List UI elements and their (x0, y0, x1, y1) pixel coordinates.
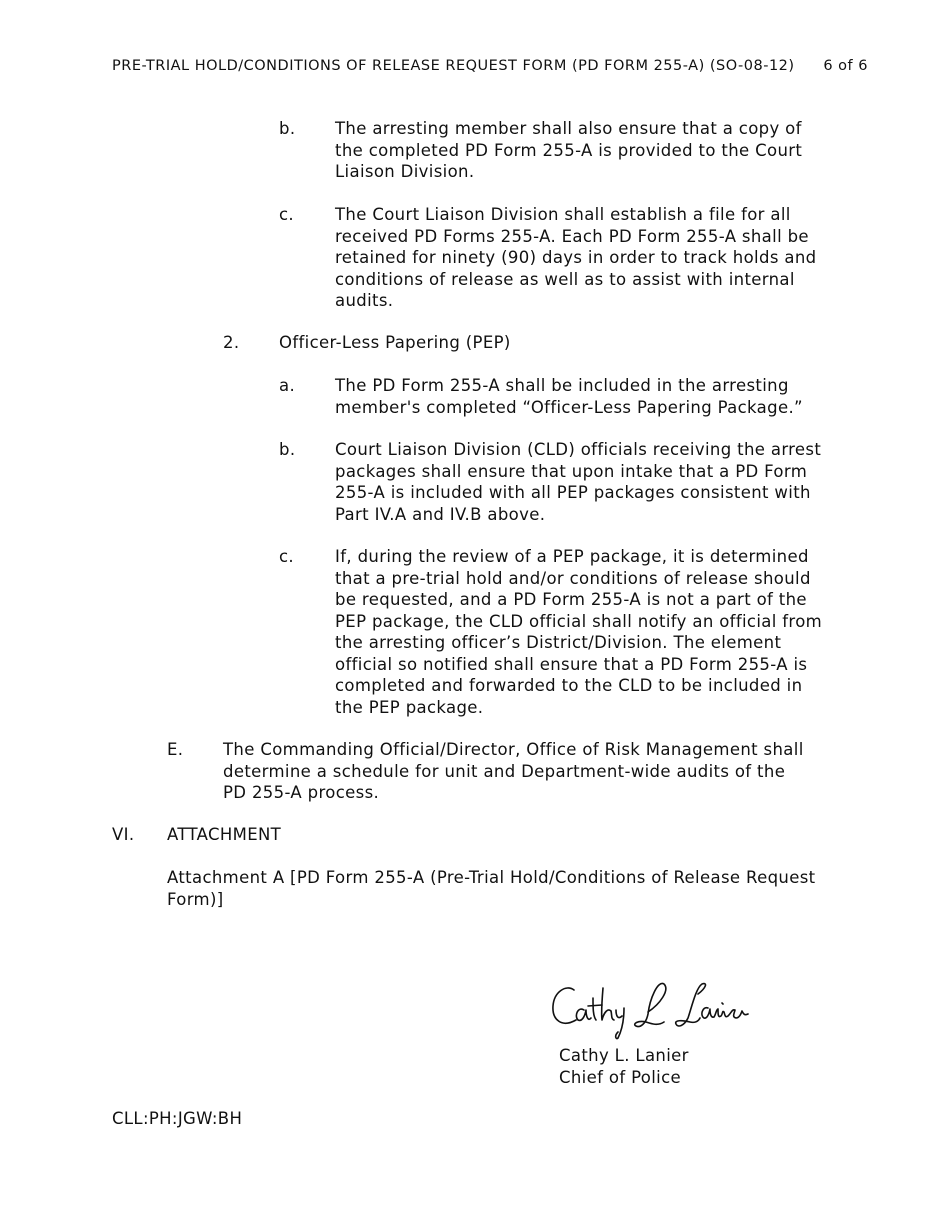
document-initials: CLL:PH:JGW:BH (112, 1109, 243, 1128)
signer-name: Cathy L. Lanier (559, 1046, 689, 1065)
item-text: The arresting member shall also ensure that a copy of the completed PD Form 255-A is provided to the Court Liaison Division. (335, 119, 803, 181)
item-marker: b. (279, 119, 296, 138)
item-text: The PD Form 255-A shall be included in the arresting member's completed “Officer-Less Papering Package.” (335, 376, 803, 417)
section-number: VI. (112, 825, 135, 844)
attachment-text: Attachment A [PD Form 255-A (Pre-Trial Hold/Conditions of Release Request Form)] (167, 868, 816, 909)
item-marker: 2. (223, 333, 240, 352)
document-title: PRE-TRIAL HOLD/CONDITIONS OF RELEASE REQUEST FORM (PD FORM 255-A) (SO-08-12) (112, 58, 795, 74)
item-text: The Commanding Official/Director, Office of Risk Management shall determine a schedule for unit and Department-wide audits of the PD 255-A process. (223, 740, 804, 802)
section-heading: Officer-Less Papering (PEP) (279, 333, 511, 352)
signer-title: Chief of Police (559, 1067, 682, 1087)
signature-block (559, 1045, 689, 1088)
item-marker: a. (279, 376, 296, 395)
item-marker: E. (167, 740, 184, 759)
item-marker: c. (279, 547, 295, 566)
page-number: 6 of 6 (823, 58, 868, 74)
item-text: The Court Liaison Division shall establish a file for all received PD Forms 255-A. Each PD Form 255-A shall be retained for ninety (90) days in order to track holds and conditions of release as well as to assist with internal audits. (335, 205, 817, 310)
item-marker: b. (279, 440, 296, 459)
item-text: If, during the review of a PEP package, it is determined that a pre-trial hold and/or conditions of release should be requested, and a PD Form 255-A is not a part of the PEP package, the CLD official shall notify an official from the arresting officer’s District/Division. The element official so notified shall ensure that a PD Form 255-A is completed and forwarded to the CLD to be included in the PEP package. (335, 547, 823, 717)
item-marker: c. (279, 205, 295, 224)
signature-image (548, 976, 753, 1044)
item-text: Court Liaison Division (CLD) officials receiving the arrest packages shall ensure that upon intake that a PD Form 255-A is included with all PEP packages consistent with Part IV.A and IV.B above. (335, 440, 822, 524)
section-heading: ATTACHMENT (167, 825, 282, 844)
